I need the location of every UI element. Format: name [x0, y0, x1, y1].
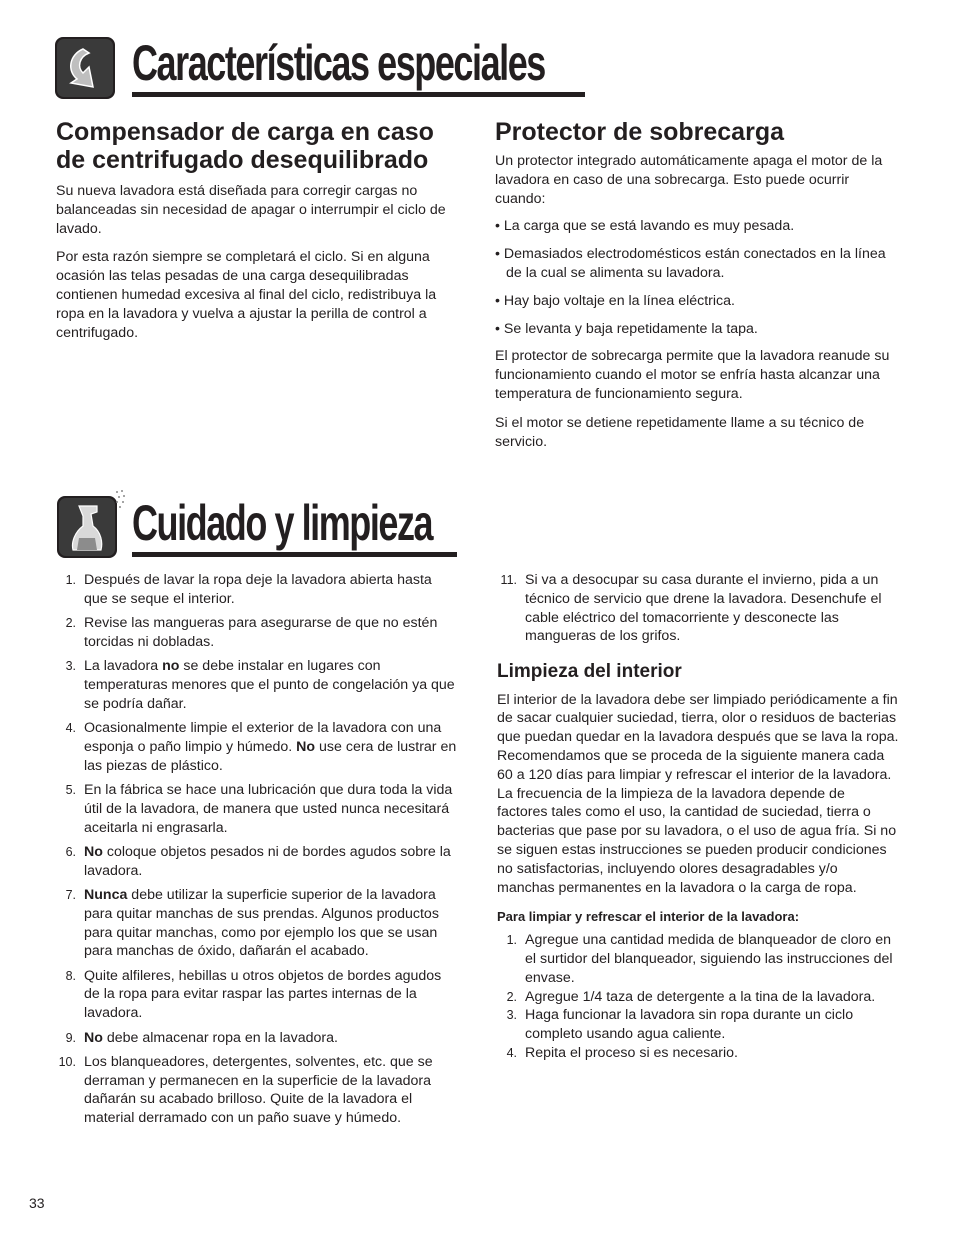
title-rule	[132, 92, 585, 97]
page-title-care: Cuidado y limpieza	[132, 495, 433, 551]
load-compensator-p1: Su nueva lavadora está diseñada para corregir cargas no balanceadas sin necesidad de apagar o interrumpir el ciclo de lavado.	[56, 183, 446, 237]
list-item: 8. Quite alfileres, hebillas u otros objetos de bordes agudos de la ropa para evitar raspar las partes internas de la lavadora.	[65, 967, 442, 1022]
overload-bullets	[495, 217, 897, 338]
list-item: • Se levanta y baja repetidamente la tapa.	[495, 320, 758, 337]
list-item: 2. Agregue 1/4 taza de detergente a la tina de la lavadora.	[506, 988, 876, 1005]
page-title-features: Características especiales	[132, 35, 545, 91]
list-item: 2. Revise las mangueras para asegurarse de que no estén torcidas ni dobladas.	[65, 615, 438, 650]
list-item: 6. No coloque objetos pesados ni de bordes agudos sobre la lavadora.	[65, 843, 451, 879]
list-item: 10. Los blanqueadores, detergentes, solventes, etc. que se derraman y permanecen en la superficie de la lavadora dañarán su acabado brilloso. Quite de la lavadora el material derramado con un paño suave y húmedo.	[58, 1053, 433, 1127]
care-list-left	[56, 571, 459, 1134]
spray-dots	[114, 488, 128, 510]
list-item: 3. Haga funcionar la lavadora sin ropa durante un ciclo completo usando agua caliente.	[506, 1007, 854, 1043]
list-item: 3. La lavadora no se debe instalar en lugares con temperaturas menores que el punto de congelación ya que se podría dañar.	[65, 658, 455, 712]
page-number: 33	[29, 1195, 45, 1211]
list-item: 4. Repita el proceso si es necesario.	[506, 1045, 738, 1062]
overload-intro: Un protector integrado automáticamente apaga el motor de la lavadora en caso de una sobrecarga. Esto puede ocurrir cuando:	[495, 153, 883, 207]
list-item: 1. Agregue una cantidad medida de blanqueador de cloro en el surtidor del blanqueador, siguiendo las instrucciones del envase.	[506, 932, 893, 986]
care-list	[56, 571, 459, 1128]
list-item: 11. Si va a desocupar su casa durante el invierno, pida a un técnico de servicio que drene la lavadora. Desenchufe el cable eléctrico del tomacorriente y desconecte las mangueras de los grifos.	[500, 572, 882, 645]
overload-protector-heading: Protector de sobrecarga	[495, 118, 784, 146]
list-item: 4. Ocasionalmente limpie el exterior de la lavadora con una esponja o paño limpio y húmedo. No use cera de lustrar en las piezas de plástico.	[65, 720, 457, 774]
list-item: • La carga que se está lavando es muy pesada.	[495, 218, 795, 235]
curved-arrow-icon	[55, 37, 115, 99]
load-compensator-heading: Compensador de carga en caso de centrifugado desequilibrado	[56, 118, 434, 174]
list-item: 1. Después de lavar la ropa deje la lavadora abierta hasta que se seque el interior.	[65, 572, 432, 607]
interior-steps	[497, 931, 899, 1063]
title-rule	[132, 552, 457, 557]
list-item: 9. No debe almacenar ropa en la lavadora.	[65, 1029, 338, 1046]
overload-p2: El protector de sobrecarga permite que la lavadora reanude su funcionamiento cuando el motor se enfría hasta alcanzar una temperatura de funcionamiento segura.	[495, 348, 890, 402]
load-compensator-section	[56, 118, 458, 342]
list-item: 5. En la fábrica se hace una lubricación que dura toda la vida útil de la lavadora, de manera que usted nunca necesitará aceitarla ni engrasarla.	[65, 781, 453, 836]
care-list-continued	[497, 571, 899, 646]
interior-p1: El interior de la lavadora debe ser limpiado periódicamente a fin de sacar cualquier suciedad, tierra, olor o residuos de bacterias que puedan quedar en la lavadora después que se lava la ropa. Recomendamos que se proceda de la siguiente manera cada 60 a 120 días para limpiar y refrescar el interior de la lavadora. La frecuencia de la limpieza de la lavadora depende de factores tales como el uso, la cantidad de suciedad, tierra o bacterias que pase por su lavadora, o el uso de agua fría. Si no se siguen estas instrucciones se pueden producir condiciones no satisfactorias, incluyendo olores desagradables y/o manchas permanentes en la lavadora o la carga de ropa.	[497, 691, 899, 896]
list-item: 7. Nunca debe utilizar la superficie superior de la lavadora para quitar manchas de sus prendas. Algunos productos para quitar manchas, como por ejemplo los que se usan para manchas de óxido, dañarán el acabado.	[65, 886, 439, 960]
interior-steps-title: Para limpiar y refrescar el interior de la lavadora:	[497, 909, 800, 925]
overload-protector-section	[495, 118, 897, 451]
spray-bottle-icon	[57, 496, 117, 558]
care-list-right	[497, 571, 899, 1063]
load-compensator-p2: Por esta razón siempre se completará el ciclo. Si en alguna ocasión las telas pesadas de una carga desequilibradas contienen humedad excesiva al final del ciclo, redistribuya la ropa en la lavadora y vuelva a ajustar la perilla de control a centrifugado.	[56, 249, 437, 341]
list-item: • Hay bajo voltaje en la línea eléctrica.	[495, 292, 735, 309]
list-item: • Demasiados electrodomésticos están conectados en la línea de la cual se alimenta su lavadora.	[495, 246, 886, 281]
overload-p3: Si el motor se detiene repetidamente llame a su técnico de servicio.	[495, 414, 865, 450]
interior-heading: Limpieza del interior	[497, 660, 682, 682]
